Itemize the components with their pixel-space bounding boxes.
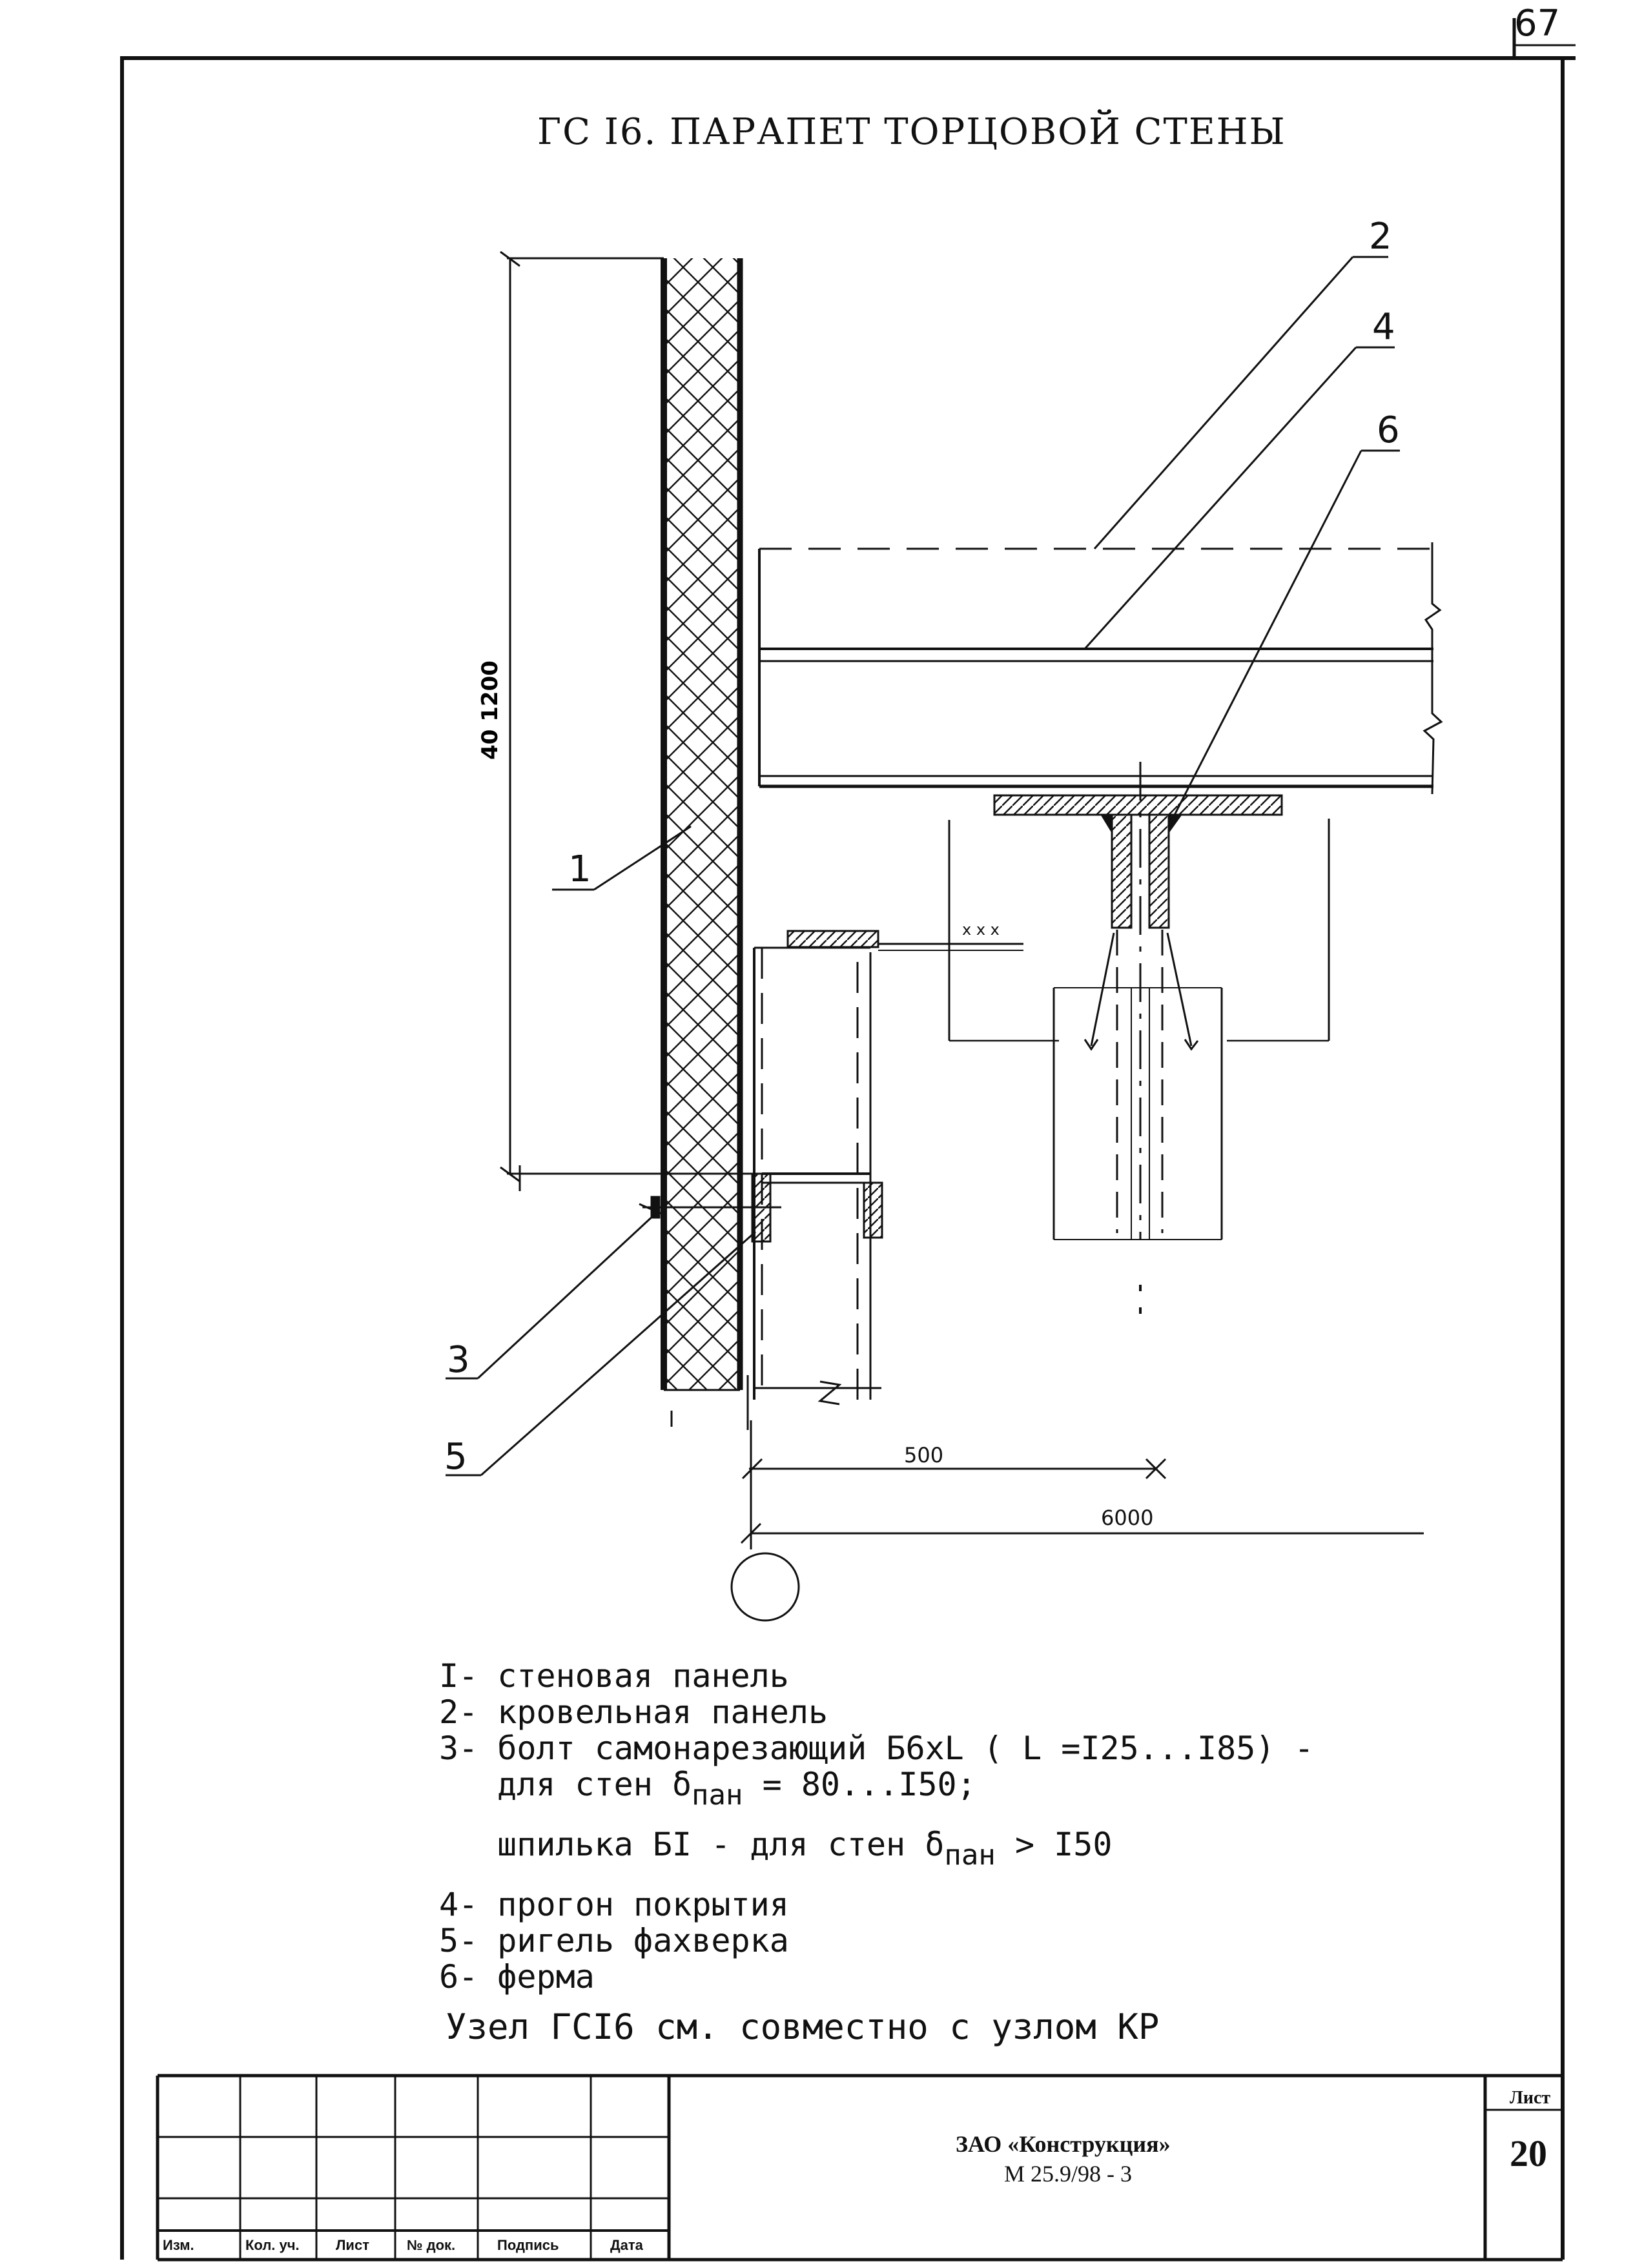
callout-labels — [444, 216, 1400, 1478]
legend-item-3-stud-suffix: > I50 — [995, 1826, 1113, 1863]
callout-1: 1 — [568, 848, 591, 890]
legend-item-6: 6- ферма — [439, 1958, 595, 1996]
truss — [949, 762, 1329, 1317]
callout-4: 4 — [1372, 306, 1395, 348]
assembly-note: Узел ГСI6 см. совместно с узлом КР — [446, 2007, 1160, 2047]
legend-item-3-stud — [439, 1826, 1314, 1874]
company-name: ЗАО «Конструкция» — [956, 2131, 1171, 2157]
legend-item-2: 2- кровельная панель — [439, 1693, 828, 1731]
horizontal-dimensions — [732, 1420, 1424, 1620]
legend-item-3-walls-suffix: = 80...I50; — [743, 1766, 976, 1803]
legend-item-3-walls-prefix: для стен δ — [497, 1766, 692, 1803]
tb-col-list: Лист — [336, 2237, 369, 2253]
height-dimension-label: 40 1200 — [477, 660, 503, 760]
sheet-label: Лист — [1510, 2088, 1551, 2108]
roof-panel — [759, 542, 1441, 794]
tb-col-signature: Подпись — [497, 2237, 559, 2253]
tb-col-izm: Изм. — [163, 2237, 194, 2253]
callout-3: 3 — [447, 1339, 470, 1381]
legend — [439, 1658, 1314, 1995]
page-number: 67 — [1514, 3, 1561, 45]
sheet-number: 20 — [1510, 2132, 1547, 2174]
dimension-500: 500 — [904, 1443, 944, 1467]
dimension-6000: 6000 — [1101, 1506, 1154, 1530]
legend-item-3: 3- болт самонарезающий Б6хL ( L =I25...I85) - — [439, 1730, 1314, 1767]
legend-item-3-walls — [439, 1766, 1314, 1813]
legend-item-1: I- стеновая панель — [439, 1657, 789, 1695]
tb-col-date: Дата — [610, 2237, 643, 2253]
tb-col-kol-uch: Кол. уч. — [245, 2237, 300, 2253]
tb-col-doc: № док. — [407, 2237, 456, 2253]
drawing-title: ГС I6. ПАРАПЕТ ТОРЦОВОЙ СТЕНЫ — [537, 111, 1286, 153]
document-number: М 25.9/98 - 3 — [1004, 2161, 1132, 2187]
legend-item-5: 5- ригель фахверка — [439, 1922, 789, 1959]
title-block — [158, 2076, 1563, 2260]
wall-panel — [664, 258, 748, 1430]
svg-text:x x x: x x x — [962, 921, 1000, 939]
girt — [752, 921, 1023, 1404]
callout-2: 2 — [1369, 216, 1392, 258]
callout-5: 5 — [444, 1436, 467, 1478]
legend-item-3-walls-sub: пан — [692, 1779, 743, 1812]
legend-item-4: 4- прогон покрытия — [439, 1886, 789, 1923]
legend-item-3-stud-sub: пан — [944, 1839, 996, 1872]
callout-6: 6 — [1377, 409, 1400, 451]
legend-item-3-stud-prefix: шпилька БI - для стен δ — [497, 1826, 945, 1863]
